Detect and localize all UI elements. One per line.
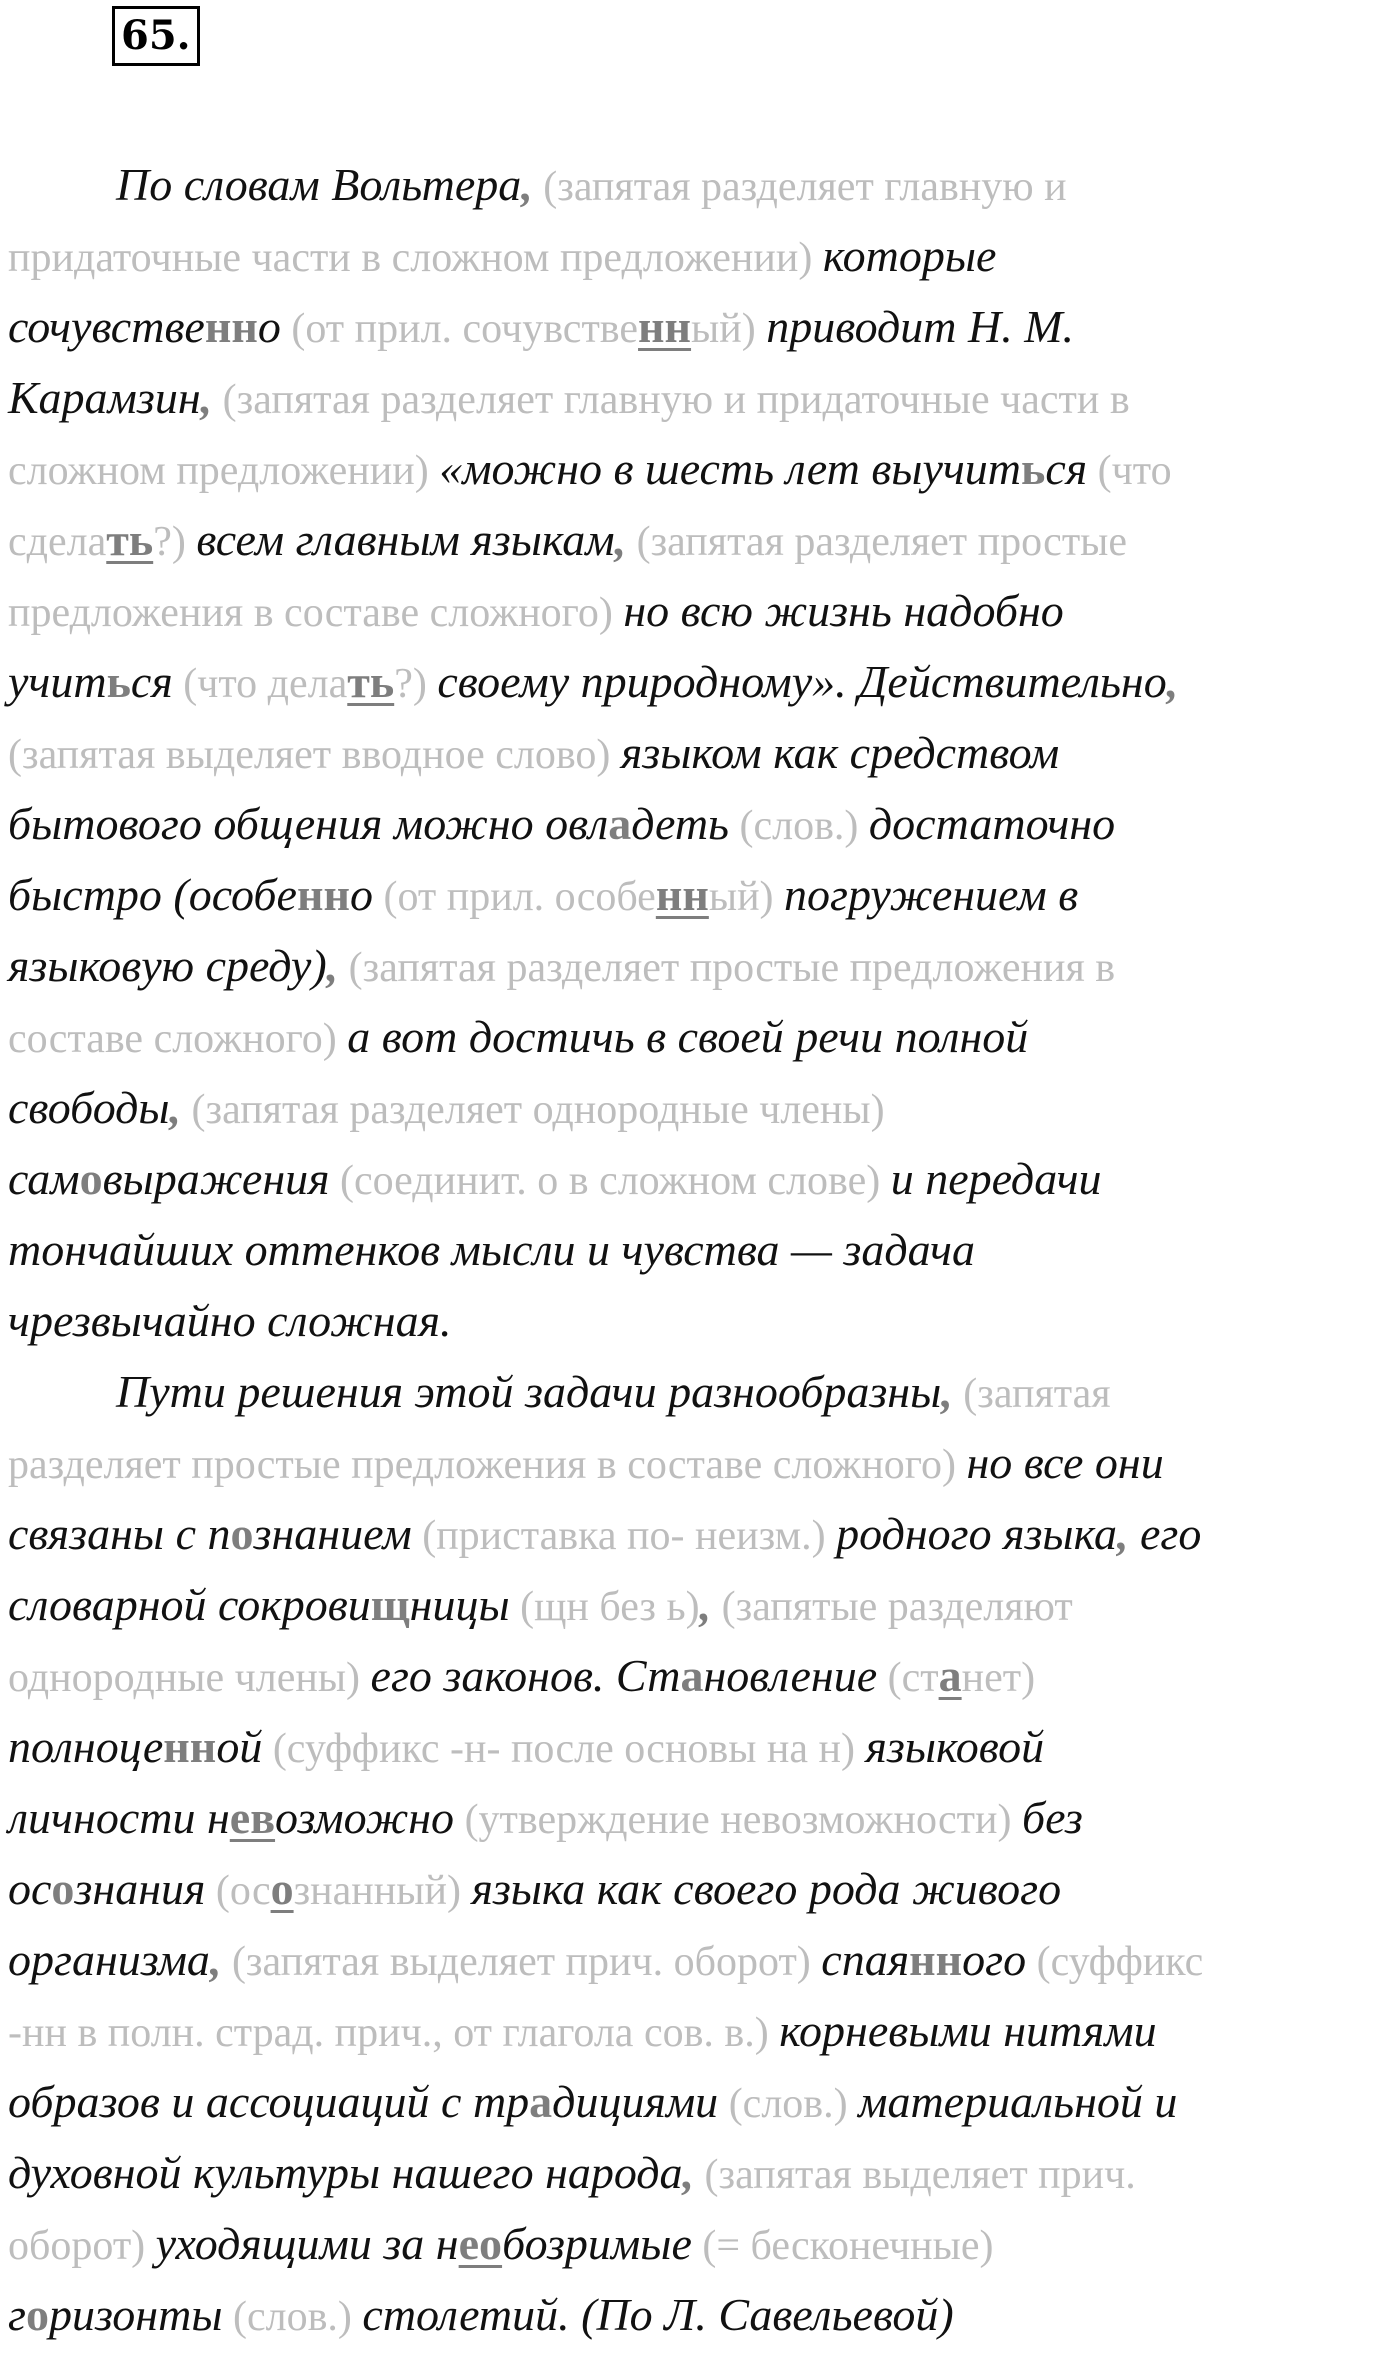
main-text: но все они	[966, 1437, 1164, 1488]
main-text: столетий. (По Л. Савельевой)	[362, 2289, 954, 2340]
punctuation-mark: ,	[614, 514, 627, 565]
main-text: новление	[703, 1650, 878, 1701]
text-line	[8, 788, 1398, 859]
text-line	[8, 717, 1398, 788]
comment-text: придаточные части в сложном предложении)	[8, 235, 823, 281]
main-text: свободы	[8, 1082, 170, 1133]
paragraph	[8, 149, 1398, 1356]
main-text: Карамзин	[8, 372, 201, 423]
main-text: учит	[8, 656, 107, 707]
highlighted-letter: ь	[106, 656, 131, 707]
text-line	[8, 575, 1398, 646]
underlined-highlight: нн	[655, 869, 709, 920]
main-text: а вот достичь в своей речи полной	[347, 1011, 1029, 1062]
punctuation-mark: ,	[200, 372, 213, 423]
main-text: сочувстве	[8, 301, 205, 352]
punctuation-mark: ,	[326, 940, 339, 991]
text-line	[8, 220, 1398, 291]
text-line	[8, 433, 1398, 504]
main-text: знания	[74, 1863, 206, 1914]
text-line	[8, 1995, 1398, 2066]
main-text: личности н	[8, 1792, 230, 1843]
main-text: «можно в шесть лет выучит	[439, 443, 1022, 494]
comment-text: (запятая разделяет главную и придаточные части в	[212, 377, 1130, 423]
main-text: ого	[962, 1934, 1027, 1985]
text-line	[8, 1640, 1398, 1711]
main-text: ся	[1045, 443, 1088, 494]
comment-text: ?)	[153, 519, 197, 565]
main-text: которые	[822, 230, 997, 281]
main-text: но всю жизнь надобно	[623, 585, 1064, 636]
comment-text: предложения в составе сложного)	[8, 590, 624, 636]
main-text: тончайших оттенков мысли и чувства — задача	[8, 1224, 975, 1275]
main-text: ос	[8, 1863, 52, 1914]
comment-text: (утверждение невозможности)	[454, 1797, 1022, 1843]
highlighted-letter: а	[529, 2076, 553, 2127]
punctuation-mark: ,	[521, 159, 533, 210]
main-text: языковую среду)	[8, 940, 327, 991]
main-text: без	[1021, 1792, 1083, 1843]
main-text: духовной культуры нашего народа	[8, 2147, 683, 2198]
comment-text: (суффикс	[1026, 1939, 1204, 1985]
main-text: ризонты	[48, 2289, 223, 2340]
comment-text: (запятая	[952, 1371, 1111, 1417]
punctuation-mark: ,	[1116, 1508, 1129, 1559]
paragraph	[8, 1356, 1398, 2350]
main-text: родного языка	[836, 1508, 1117, 1559]
main-text: быстро (особе	[8, 869, 297, 920]
text-line	[8, 1569, 1398, 1640]
comment-text: (запятая разделяет главную и	[532, 164, 1067, 210]
comment-text: (соединит. о в сложном слове)	[329, 1158, 891, 1204]
comment-text: ?)	[394, 661, 438, 707]
main-text: его законов. Ст	[370, 1650, 681, 1701]
text-line	[8, 859, 1398, 930]
underlined-highlight: нн	[638, 301, 692, 352]
highlighted-letter: о	[230, 1508, 254, 1559]
text-line	[8, 2066, 1398, 2137]
comment-text: (приставка по- неизм.)	[411, 1513, 837, 1559]
highlighted-letter: а	[680, 1650, 704, 1701]
main-text: озможно	[275, 1792, 455, 1843]
main-text: погружением в	[784, 869, 1079, 920]
comment-text: (ос	[205, 1868, 271, 1914]
comment-text: (что дела	[172, 661, 348, 707]
comment-text: (суффикс -н- после основы на н)	[262, 1726, 866, 1772]
text-line	[8, 1498, 1398, 1569]
punctuation-mark: ,	[1166, 656, 1179, 707]
text-line	[8, 291, 1398, 362]
comment-text: (запятая выделяет вводное слово)	[8, 732, 621, 778]
main-text: о	[349, 869, 373, 920]
highlighted-letter: ь	[1021, 443, 1046, 494]
text-line	[8, 646, 1398, 717]
main-text: словарной сокрови	[8, 1579, 371, 1630]
comment-text: (слов.)	[222, 2294, 363, 2340]
main-text: выражения	[102, 1153, 330, 1204]
highlighted-letter: щ	[370, 1579, 410, 1630]
main-text: г	[8, 2289, 26, 2340]
text-line	[8, 2137, 1398, 2208]
main-text: ницы	[409, 1579, 510, 1630]
main-text: бытового общения можно овл	[8, 798, 609, 849]
punctuation-mark: ,	[209, 1934, 222, 1985]
highlighted-letter: нн	[204, 301, 258, 352]
highlighted-letter: нн	[296, 869, 350, 920]
comment-text: разделяет простые предложения в составе сложного)	[8, 1442, 967, 1488]
text-line	[8, 930, 1398, 1001]
comment-text: ый)	[691, 306, 767, 352]
text-line	[8, 1214, 1398, 1285]
main-text: ся	[130, 656, 173, 707]
punctuation-mark: ,	[699, 1579, 712, 1630]
comment-text: (слов.)	[718, 2081, 859, 2127]
comment-text: (запятая разделяет простые	[626, 519, 1128, 565]
main-text: материальной и	[858, 2076, 1178, 2127]
main-text: и передачи	[890, 1153, 1102, 1204]
comment-text: (запятая выделяет прич. оборот)	[221, 1939, 822, 1985]
comment-text: однородные члены)	[8, 1655, 371, 1701]
underlined-highlight: а	[938, 1650, 962, 1701]
text-line	[8, 2208, 1398, 2279]
main-text: языком как средством	[620, 727, 1060, 778]
main-text: По словам Вольтера	[116, 159, 522, 210]
highlighted-letter: о	[79, 1153, 103, 1204]
text-line	[8, 1143, 1398, 1214]
main-text: образов и ассоциаций с тр	[8, 2076, 530, 2127]
main-text: бозримые	[502, 2218, 692, 2269]
text-line	[8, 504, 1398, 575]
underlined-highlight: ть	[106, 514, 154, 565]
comment-text: (от прил. особе	[372, 874, 656, 920]
comment-text: (от прил. сочувстве	[280, 306, 639, 352]
highlighted-letter: а	[608, 798, 632, 849]
comment-text: сдела	[8, 519, 107, 565]
text-line	[8, 1427, 1398, 1498]
highlighted-letter: о	[51, 1863, 75, 1914]
main-text: организма	[8, 1934, 210, 1985]
underlined-highlight: ть	[347, 656, 395, 707]
underlined-highlight: ео	[458, 2218, 503, 2269]
text-line	[8, 1001, 1398, 1072]
main-text: деть	[631, 798, 729, 849]
text-line	[8, 1072, 1398, 1143]
main-text: своему природному». Действительно	[437, 656, 1167, 707]
main-text: полноце	[8, 1721, 164, 1772]
main-text: достаточно	[868, 798, 1116, 849]
comment-text: (запятая разделяет простые предложения в	[338, 945, 1116, 991]
main-text: всем главным языкам	[196, 514, 615, 565]
main-text: корневыми нитями	[779, 2005, 1157, 2056]
text-line	[8, 1356, 1398, 1427]
comment-text: сложном предложении)	[8, 448, 440, 494]
punctuation-mark: ,	[682, 2147, 695, 2198]
comment-text: -нн в полн. страд. прич., от глагола сов. в.)	[8, 2010, 780, 2056]
comment-text: знанный)	[293, 1868, 472, 1914]
text-line	[8, 1924, 1398, 1995]
main-text: знанием	[253, 1508, 412, 1559]
comment-text: (ст	[877, 1655, 939, 1701]
comment-text: (слов.)	[728, 803, 869, 849]
comment-text: (запятая разделяет однородные члены)	[181, 1087, 885, 1133]
highlighted-letter: нн	[909, 1934, 963, 1985]
exercise-text	[8, 149, 1398, 2350]
main-text: Пути решения этой задачи разнообразны	[116, 1366, 942, 1417]
comment-text: оборот)	[8, 2223, 156, 2269]
text-line	[8, 1782, 1398, 1853]
underlined-highlight: о	[270, 1863, 294, 1914]
punctuation-mark: ,	[169, 1082, 182, 1133]
comment-text: (запятая выделяет прич.	[694, 2152, 1136, 2198]
main-text: приводит Н. М.	[766, 301, 1075, 352]
comment-text: составе сложного)	[8, 1016, 348, 1062]
main-text: языковой	[865, 1721, 1045, 1772]
text-line	[8, 149, 1398, 220]
comment-text: нет)	[961, 1655, 1036, 1701]
main-text: уходящими за н	[155, 2218, 459, 2269]
underlined-highlight: ев	[229, 1792, 276, 1843]
text-line	[8, 1711, 1398, 1782]
text-line	[8, 2279, 1398, 2350]
highlighted-letter: о	[25, 2289, 49, 2340]
text-line	[8, 1285, 1398, 1356]
main-text: сам	[8, 1153, 80, 1204]
punctuation-mark: ,	[941, 1366, 953, 1417]
main-text: о	[257, 301, 281, 352]
main-text: дициями	[552, 2076, 719, 2127]
main-text: спая	[821, 1934, 910, 1985]
comment-text: ый)	[708, 874, 785, 920]
comment-text: (= бесконечные)	[691, 2223, 994, 2269]
main-text: чрезвычайно сложная.	[8, 1295, 452, 1346]
text-line	[8, 1853, 1398, 1924]
comment-text: (что	[1087, 448, 1172, 494]
main-text: его	[1128, 1508, 1202, 1559]
text-line	[8, 362, 1398, 433]
main-text: связаны с п	[8, 1508, 231, 1559]
highlighted-letter: нн	[163, 1721, 217, 1772]
exercise-number: 65.	[112, 6, 200, 66]
comment-text: (щн без ь)	[509, 1584, 700, 1630]
main-text: ой	[216, 1721, 263, 1772]
main-text: языка как своего рода живого	[471, 1863, 1062, 1914]
comment-text: (запятые разделяют	[711, 1584, 1073, 1630]
